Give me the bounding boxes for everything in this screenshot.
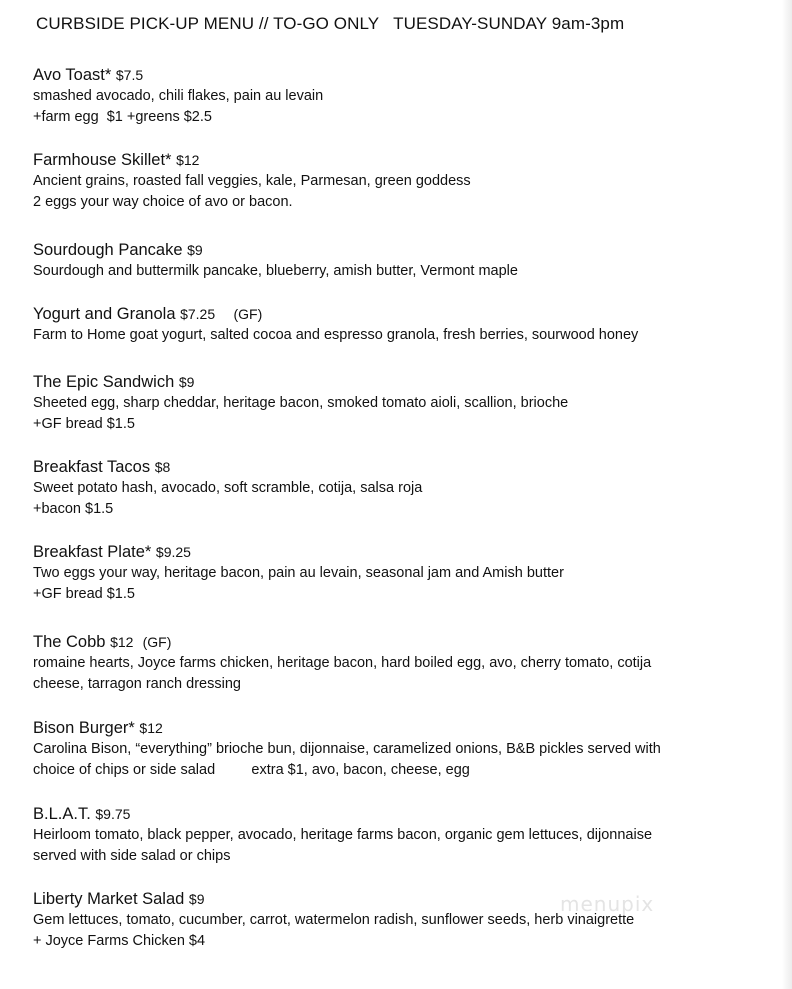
item-name: The Cobb: [33, 633, 106, 651]
item-name: Bison Burger*: [33, 719, 135, 737]
item-description: Gem lettuces, tomato, cucumber, carrot, watermelon radish, sunflower seeds, herb vinaigrette: [33, 912, 635, 928]
item-addons: + Joyce Farms Chicken $4: [33, 932, 206, 949]
item-addons: choice of chips or side salad extra $1, avo, bacon, cheese, egg: [33, 761, 470, 778]
item-price: $9: [188, 891, 205, 907]
item-price: $12: [176, 152, 200, 168]
menu-item-farmhouse-skillet: [33, 149, 753, 212]
item-name: Avo Toast*: [33, 66, 112, 84]
item-description: Sweet potato hash, avocado, soft scramble, cotija, salsa roja: [33, 480, 423, 496]
menu-item-sourdough-pancake: [33, 239, 753, 282]
menu-item-epic-sandwich: [33, 371, 753, 434]
item-price: $12: [139, 720, 163, 736]
item-price: $9.75: [95, 806, 131, 822]
item-addons: +farm egg $1 +greens $2.5: [33, 108, 212, 125]
item-description-cont: served with side salad or chips: [33, 847, 231, 864]
item-gf-tag: (GF): [142, 634, 172, 650]
item-description-cont: cheese, tarragon ranch dressing: [33, 675, 241, 692]
item-price: $9: [178, 374, 195, 390]
item-name: Liberty Market Salad: [33, 890, 185, 908]
menu-header: [36, 14, 624, 34]
item-title: [33, 371, 753, 393]
item-description: Carolina Bison, “everything” brioche bun, dijonnaise, caramelized onions, B&B pickles served with: [33, 741, 661, 757]
item-price: $8: [154, 459, 171, 475]
item-description: Heirloom tomato, black pepper, avocado, heritage farms bacon, organic gem lettuces, dijonnaise: [33, 827, 653, 843]
item-title: [33, 631, 753, 653]
menu-item-breakfast-tacos: [33, 456, 753, 519]
header-hours: TUESDAY-SUNDAY 9am-3pm: [393, 14, 625, 33]
item-name: Yogurt and Granola: [33, 305, 176, 323]
item-description: Two eggs your way, heritage bacon, pain au levain, seasonal jam and Amish butter: [33, 565, 564, 581]
item-gf-tag: (GF): [233, 306, 263, 322]
item-price: $9.25: [155, 544, 191, 560]
item-title: [33, 303, 753, 325]
header-title: CURBSIDE PICK-UP MENU // TO-GO ONLY: [36, 14, 379, 33]
item-addons: 2 eggs your way choice of avo or bacon.: [33, 193, 293, 210]
item-description: Sheeted egg, sharp cheddar, heritage bacon, smoked tomato aioli, scallion, brioche: [33, 395, 569, 411]
menu-item-avo-toast: [33, 64, 753, 127]
item-description: romaine hearts, Joyce farms chicken, heritage bacon, hard boiled egg, avo, cherry tomato, cotija: [33, 655, 652, 671]
item-title: [33, 541, 753, 563]
item-name: B.L.A.T.: [33, 805, 91, 823]
item-title: [33, 717, 753, 739]
menu-item-the-cobb: [33, 631, 753, 694]
item-price: $12: [110, 634, 134, 650]
page-edge-shadow: [782, 0, 792, 989]
item-name: Sourdough Pancake: [33, 241, 183, 259]
item-name: The Epic Sandwich: [33, 373, 175, 391]
menu-item-breakfast-plate: [33, 541, 753, 604]
item-price: $7.5: [115, 67, 144, 83]
item-addons: +bacon $1.5: [33, 500, 114, 517]
menu-item-bison-burger: [33, 717, 753, 780]
item-addons: +GF bread $1.5: [33, 415, 135, 432]
item-description: Sourdough and buttermilk pancake, blueberry, amish butter, Vermont maple: [33, 263, 518, 279]
item-name: Breakfast Plate*: [33, 543, 152, 561]
item-description: smashed avocado, chili flakes, pain au levain: [33, 88, 324, 104]
item-price: $9: [187, 242, 203, 258]
item-name: Farmhouse Skillet*: [33, 151, 172, 169]
item-title: [33, 239, 753, 261]
item-title: [33, 803, 753, 825]
item-description: Farm to Home goat yogurt, salted cocoa and espresso granola, fresh berries, sourwood honey: [33, 327, 639, 343]
item-name: Breakfast Tacos: [33, 458, 151, 476]
item-description: Ancient grains, roasted fall veggies, kale, Parmesan, green goddess: [33, 173, 471, 189]
menu-item-yogurt-granola: [33, 303, 753, 346]
item-price: $7.25: [180, 306, 216, 322]
item-title: [33, 456, 753, 478]
item-title: [33, 149, 753, 171]
menu-item-blat: [33, 803, 753, 866]
watermark-text: menupix: [560, 892, 655, 916]
item-title: [33, 64, 753, 86]
item-addons: +GF bread $1.5: [33, 585, 135, 602]
